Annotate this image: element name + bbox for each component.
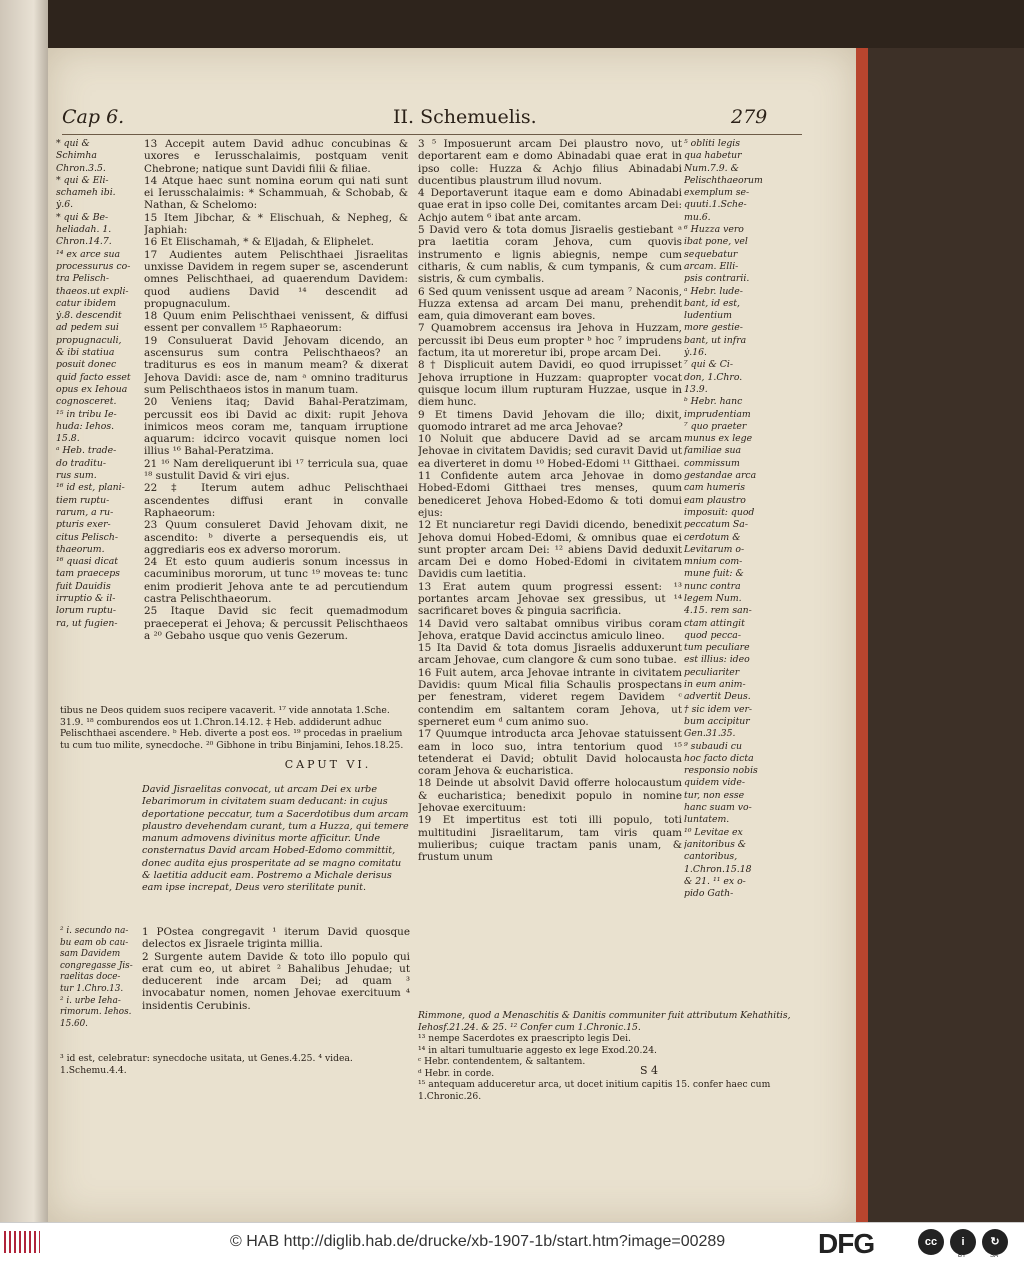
caput-margin-notes: ² i. secundo na- bu eam ob cau- sam Davidem congregasse Jis- raelitas doce- tur 1.Chro.13. ² i. urbe Ieha- rimorum. Iehos. 15.60.: [60, 926, 133, 1029]
footnote-line: ᶜ Hebr. contendentem, & saltantem.: [418, 1056, 586, 1067]
verse-paragraph: 11 Confidente autem arca Jehovae in domo Hobed-Edomi Gitthaei tres menses, quum benediceret Jehova Hobed-Edomo & toti domui ejus:: [418, 470, 682, 519]
footnote-line: ¹⁵ antequam adduceretur arca, ut docet initium capitis 15. confer haec cum 1.Chronic.26.: [418, 1079, 771, 1102]
verse-paragraph: 13 Erat autem quum progressi essent: ¹³ portantes arcam Jehovae sex gressibus, ut ¹⁴ sacrificaret boves & pinguia sacrificia.: [418, 580, 682, 618]
verse-paragraph: 7 Quamobrem accensus ira Jehova in Huzzam, percussit ibi Deus eum propter ᵇ hoc ⁷ imprudens factum, ita ut moreretur ibi, prope arcam Dei.: [418, 322, 682, 360]
dfg-logo: DFG: [818, 1228, 875, 1259]
scan-background-right: [868, 48, 1024, 1222]
column-1-footnote: tibus ne Deos quidem suos recipere vacaverit. ¹⁷ vide annotata 1.Sche. 31.9. ¹⁸ comburendos eos ut 1.Chron.14.12. ‡ Heb. addiderunt adhuc Pelischthaei ascendere. ᵇ Heb. diverte a post eos. ¹⁹ procedas in praelium tu cum tuo milite, synecdoche. ²⁰ Gibhone in tribu Binjamini, Iehos.18.25.: [60, 705, 404, 751]
cc-icon: cc: [918, 1229, 944, 1255]
footnote-line: ¹⁴ in altari tumultuarie aggesto ex lege Exod.20.24.: [418, 1044, 657, 1056]
verse-paragraph: 3 ⁵ Imposuerunt arcam Dei plaustro novo, ut deportarent eam e domo Abinadabi quae erat in ipso colle: Huzza & Achjo filius Abinadabi ducentibus plaustrum illud novum.: [418, 138, 682, 187]
license-sa-label: SA: [990, 1253, 999, 1259]
verse-paragraph: 6 Sed quum venissent usque ad aream ⁷ Naconis, Huzza extensa ad arcam Dei manu, prehendit eam, quia dimoverant eam boves.: [418, 285, 682, 323]
column-2-footnotes: [418, 1010, 818, 1102]
footnote-line: ᵈ Hebr. in corde.: [418, 1067, 495, 1079]
book-page: [48, 48, 856, 1222]
verse-paragraph: 8 † Displicuit autem Davidi, eo quod irrupisset Jehova irruptione in Huzzam: quapropter vocat quisque locum illum rupturam Huzzae, usque in diem hunc.: [418, 359, 682, 409]
verse-paragraph: 9 Et timens David Jehovam die illo; dixit, quomodo intraret ad me arca Jehovae?: [418, 408, 682, 433]
previous-page-edge: [0, 0, 48, 1222]
verse-paragraph: 17 Audientes autem Pelischthaei Jisraelitas unxisse Davidem in regem super se, ascenderunt omnes Pelischthaei, ad quaerendum Davidem: quod audiens David ¹⁴ descendit ad propugnaculum.: [144, 248, 408, 310]
right-margin-notes: ⁵ obliti legis qua habetur Num.7.9. & Pelischthaeorum exemplum se- quuti.1.Sche- mu.6. ⁶ Huzza vero ibat pone, vel sequebatur arcam. Elli- psis contrarii. ᵃ Hebr. lude- bant, id est, ludentium more gestie- bant, ut infra ẏ.16. ⁷ qui & Ci- don, 1.Chro. 13.9. ᵇ Hebr. hanc imprudentiam ⁷ quo praeter munus ex lege familiae sua commissum gestandae arca cam humeris eam plaustro imposuit: quod peccatum Sa- cerdotum & Levitarum o- mnium com- mune fuit: & nunc contra legem Num. 4.15. rem san- ctam attingit quod pecca- tum peculiare est illius: ideo peculiariter in eum anim- advertit Deus. † sic idem ver- bum accipitur Gen.31.35. ⁹ subaudi cu hoc facto dicta responsio nobis quidem vide- tur, non esse hanc suam vo- luntatem. ¹⁰ Levitae ex janitoribus & cantoribus, 1.Chron.15.18 & 21. ¹¹ ex o- pido Gath-: [684, 138, 763, 900]
scan-background: [48, 0, 1024, 48]
chapter-summary: David Jisraelitas convocat, ut arcam Dei ex urbe Iebarimorum in civitatem suam deducant: in cujus deportatione peccatur, tum a Sacerdotibus dum arcam plaustro devehendam curant, tum a Huzza, qui temere manum admovens divinitus morte afficitur. Unde consternatus David arcam Hobed-Edomo committit, donec audita ejus prosperitate ad se magno comitatu & laetitia adducit eam. Postremo a Michale derisus eam ipse increpat, Deus vero sterilitate punit.: [142, 784, 409, 894]
viewer-footer: [0, 1222, 1024, 1262]
verse-paragraph: 20 Veniens itaq; David Bahal-Peratzimam, percussit eos ibi David ac dixit: rupit Jehova inimicos meos coram me, tanquam irruptione aquarum: idcirco vocavit quisque nomen loci illius ¹⁶ Bahal-Peratzima.: [144, 396, 408, 458]
verse-paragraph: 21 ¹⁶ Nam dereliquerunt ibi ¹⁷ terricula sua, quae ¹⁸ sustulit David & viri ejus.: [144, 457, 408, 483]
book-title: II. Schemuelis.: [393, 106, 537, 128]
verse-paragraph: 18 Quum enim Pelischthaei venissent, & diffusi essent per convallem ¹⁵ Raphaeorum:: [144, 310, 408, 335]
verse-paragraph: 23 Quum consuleret David Jehovam dixit, ne ascendito: ᵇ diverte a persequendis eis, ut aggrediaris eos ex adverso mororum.: [144, 519, 408, 556]
verse-paragraph: 19 Consuluerat David Jehovam dicendo, an ascensurus sum contra Pelischthaeos? an traditurus es eos in manum meam? & dixerat Jehova Davidi: asce de, nam ᵃ omnino traditurus sum Pelischthaeos istos in manum tuam.: [144, 334, 408, 396]
page-number: 279: [731, 106, 768, 128]
header-rule: [62, 134, 802, 135]
verse-paragraph: 24 Et esto quum audieris sonum incessus in cacuminibus mororum, ut tunc ¹⁹ moveas te: tunc enim prodierit Jehova ante te ad percutiendum castra Pelischthaeorum.: [144, 556, 408, 605]
verse-paragraph: 18 Deinde ut absolvit David offerre holocaustum & eucharistica; benedixit populo in nomine Jehovae exercituum:: [418, 777, 682, 815]
verse-paragraph: 25 Itaque David sic fecit quemadmodum praeceperat ei Jehova; & percussit Pelischthaeos a ²⁰ Gebaho usque quo venis Gezerum.: [144, 605, 408, 642]
verse-paragraph: 2 Surgente autem Davide & toto illo populo qui erat cum eo, ut abiret ² Bahalibus Jehudae; ut deducerent inde arcam Dei; ad quam ³ invocabatur nomen, nomen Jehovae exercituum ⁴ insidentis Cerubinis.: [142, 950, 410, 1012]
running-header: [48, 106, 856, 132]
column-2: [418, 138, 682, 1008]
chapter-label: Cap 6.: [62, 106, 125, 128]
verse-paragraph: 19 Et impertitus est toti illi populo, toti multitudini Jisraelitarum, tam viris quam mulieribus; cuique tractam panis unam, & frustum unum: [418, 814, 682, 864]
verse-paragraph: 4 Deportaverunt itaque eam e domo Abinadabi quae erat in ipso colle Dei, comitantes arcam Dei: Achjo autem ⁶ ibat ante arcam.: [418, 187, 682, 224]
footnote-line: ¹³ nempe Sacerdotes ex praescripto legis Dei.: [418, 1033, 631, 1044]
verse-paragraph: 10 Noluit que abducere David ad se arcam Jehovae in civitatem Davidis; sed curavit David ut ea diverteret in domu ¹⁰ Hobed-Edomi ¹¹ Gitthaei.: [418, 433, 682, 470]
thumbnail-strip-icon[interactable]: [4, 1231, 40, 1253]
chapter-text: [142, 926, 410, 1036]
page-red-edge: [856, 48, 868, 1222]
verse-paragraph: 14 David vero saltabat omnibus viribus coram Jehova, eratque David accinctus amiculo lineo.: [418, 617, 682, 642]
chapter-heading: CAPUT VI.: [284, 758, 372, 771]
verse-paragraph: 1 POstea congregavit ¹ iterum David quosque delectos ex Jisraele triginta millia.: [142, 926, 410, 951]
verse-paragraph: 17 Quumque introducta arca Jehovae statuissent eam in loco suo, intra tentorium quod ¹⁵ tetenderat ei David; obtulit David holocausta coram Jehova & eucharistica.: [418, 728, 682, 778]
source-url[interactable]: © HAB http://diglib.hab.de/drucke/xb-1907-1b/start.htm?image=00289: [230, 1233, 726, 1250]
signature-mark: S 4: [640, 1064, 659, 1077]
footnote-line: Rimmone, quod a Menaschitis & Danitis communiter fuit attributum Kehathitis, Iehosf.21.24. & 25. ¹² Confer cum 1.Chronic.15.: [418, 1010, 791, 1033]
license-by-label: BY: [958, 1253, 967, 1259]
verse-paragraph: 22 ‡ Iterum autem adhuc Pelischthaei ascendentes diffusi erant in convalle Raphaeorum:: [144, 482, 408, 519]
verse-paragraph: 15 Item Jibchar, & * Elischuah, & Nepheg, & Japhiah:: [144, 211, 408, 237]
verse-paragraph: 5 David vero & tota domus Jisraelis gestiebant ᵃ pra laetitia coram Jehova, cum quovis instrumento e lignis abiegnis, nempe cum citharis, & cum nablis, & cum tympanis, & cum sistris, & cum cymbalis.: [418, 224, 682, 286]
verse-paragraph: 16 Et Elischamah, * & Eljadah, & Eliphelet.: [144, 236, 374, 249]
verse-paragraph: 14 Atque haec sunt nomina eorum qui nati sunt ei Ierusschalaimis: * Schammuah, & Schobab, & Nathan, & Schelomo:: [144, 174, 408, 212]
verse-paragraph: 15 Ita David & tota domus Jisraelis adduxerunt arcam Jehovae, cum clangore & cum sono tubae.: [418, 642, 682, 667]
column-1: [144, 138, 408, 728]
verse-paragraph: 12 Et nunciaretur regi Davidi dicendo, benedixit Jehova domui Hobed-Edomi, & omnibus quae ei sunt propter arcam Dei: ¹² abiens David deduxit arcam Dei e domo Hobed-Edomi in civitatem Davidis cum laetitia.: [418, 519, 682, 581]
sa-icon: ↻: [982, 1229, 1008, 1255]
left-margin-notes: * qui & Schimha Chron.3.5. * qui & Eli- schameh ibi. ẏ.6. * qui & Be- heliadah. 1. Chron.14.7. ¹⁴ ex arce sua processurus co- tra Pelisch- thaeos.ut expli- catur ibidem ẏ.8. descendit ad pedem sui propugnaculi, & ibi statiua posuit donec quid facto esset opus ex Iehoua cognosceret. ¹⁵ in tribu Ie- huda: Iehos. 15.8. ᵃ Heb. trade- do traditu- rus sum. ¹⁶ id est, plani- tiem ruptu- rarum, a ru- pturis exer- citus Pelisch- thaeorum. ¹⁶ quasi dicat tam praeceps fuit Dauidis irruptio & il- lorum ruptu- ra, ut fugien-: [56, 138, 131, 629]
verse-paragraph: 16 Fuit autem, arca Jehovae intrante in civitatem Davidis: quum Mical filia Schaulis prospectans per fenestram, videret regem Davidem ᶜ contendim em saltantem coram Jehova, ut sperneret eum ᵈ cum animo suo.: [418, 666, 682, 728]
by-icon: i: [950, 1229, 976, 1255]
chapter-footnote: ³ id est, celebratur: synecdoche usitata, ut Genes.4.25. ⁴ videa. 1.Schemu.4.4.: [60, 1053, 353, 1076]
verse-paragraph: 13 Accepit autem David adhuc concubinas & uxores e Ierusschalaimis, postquam venit Chebrone; natique sunt Davidi filii & filiae.: [144, 138, 408, 175]
